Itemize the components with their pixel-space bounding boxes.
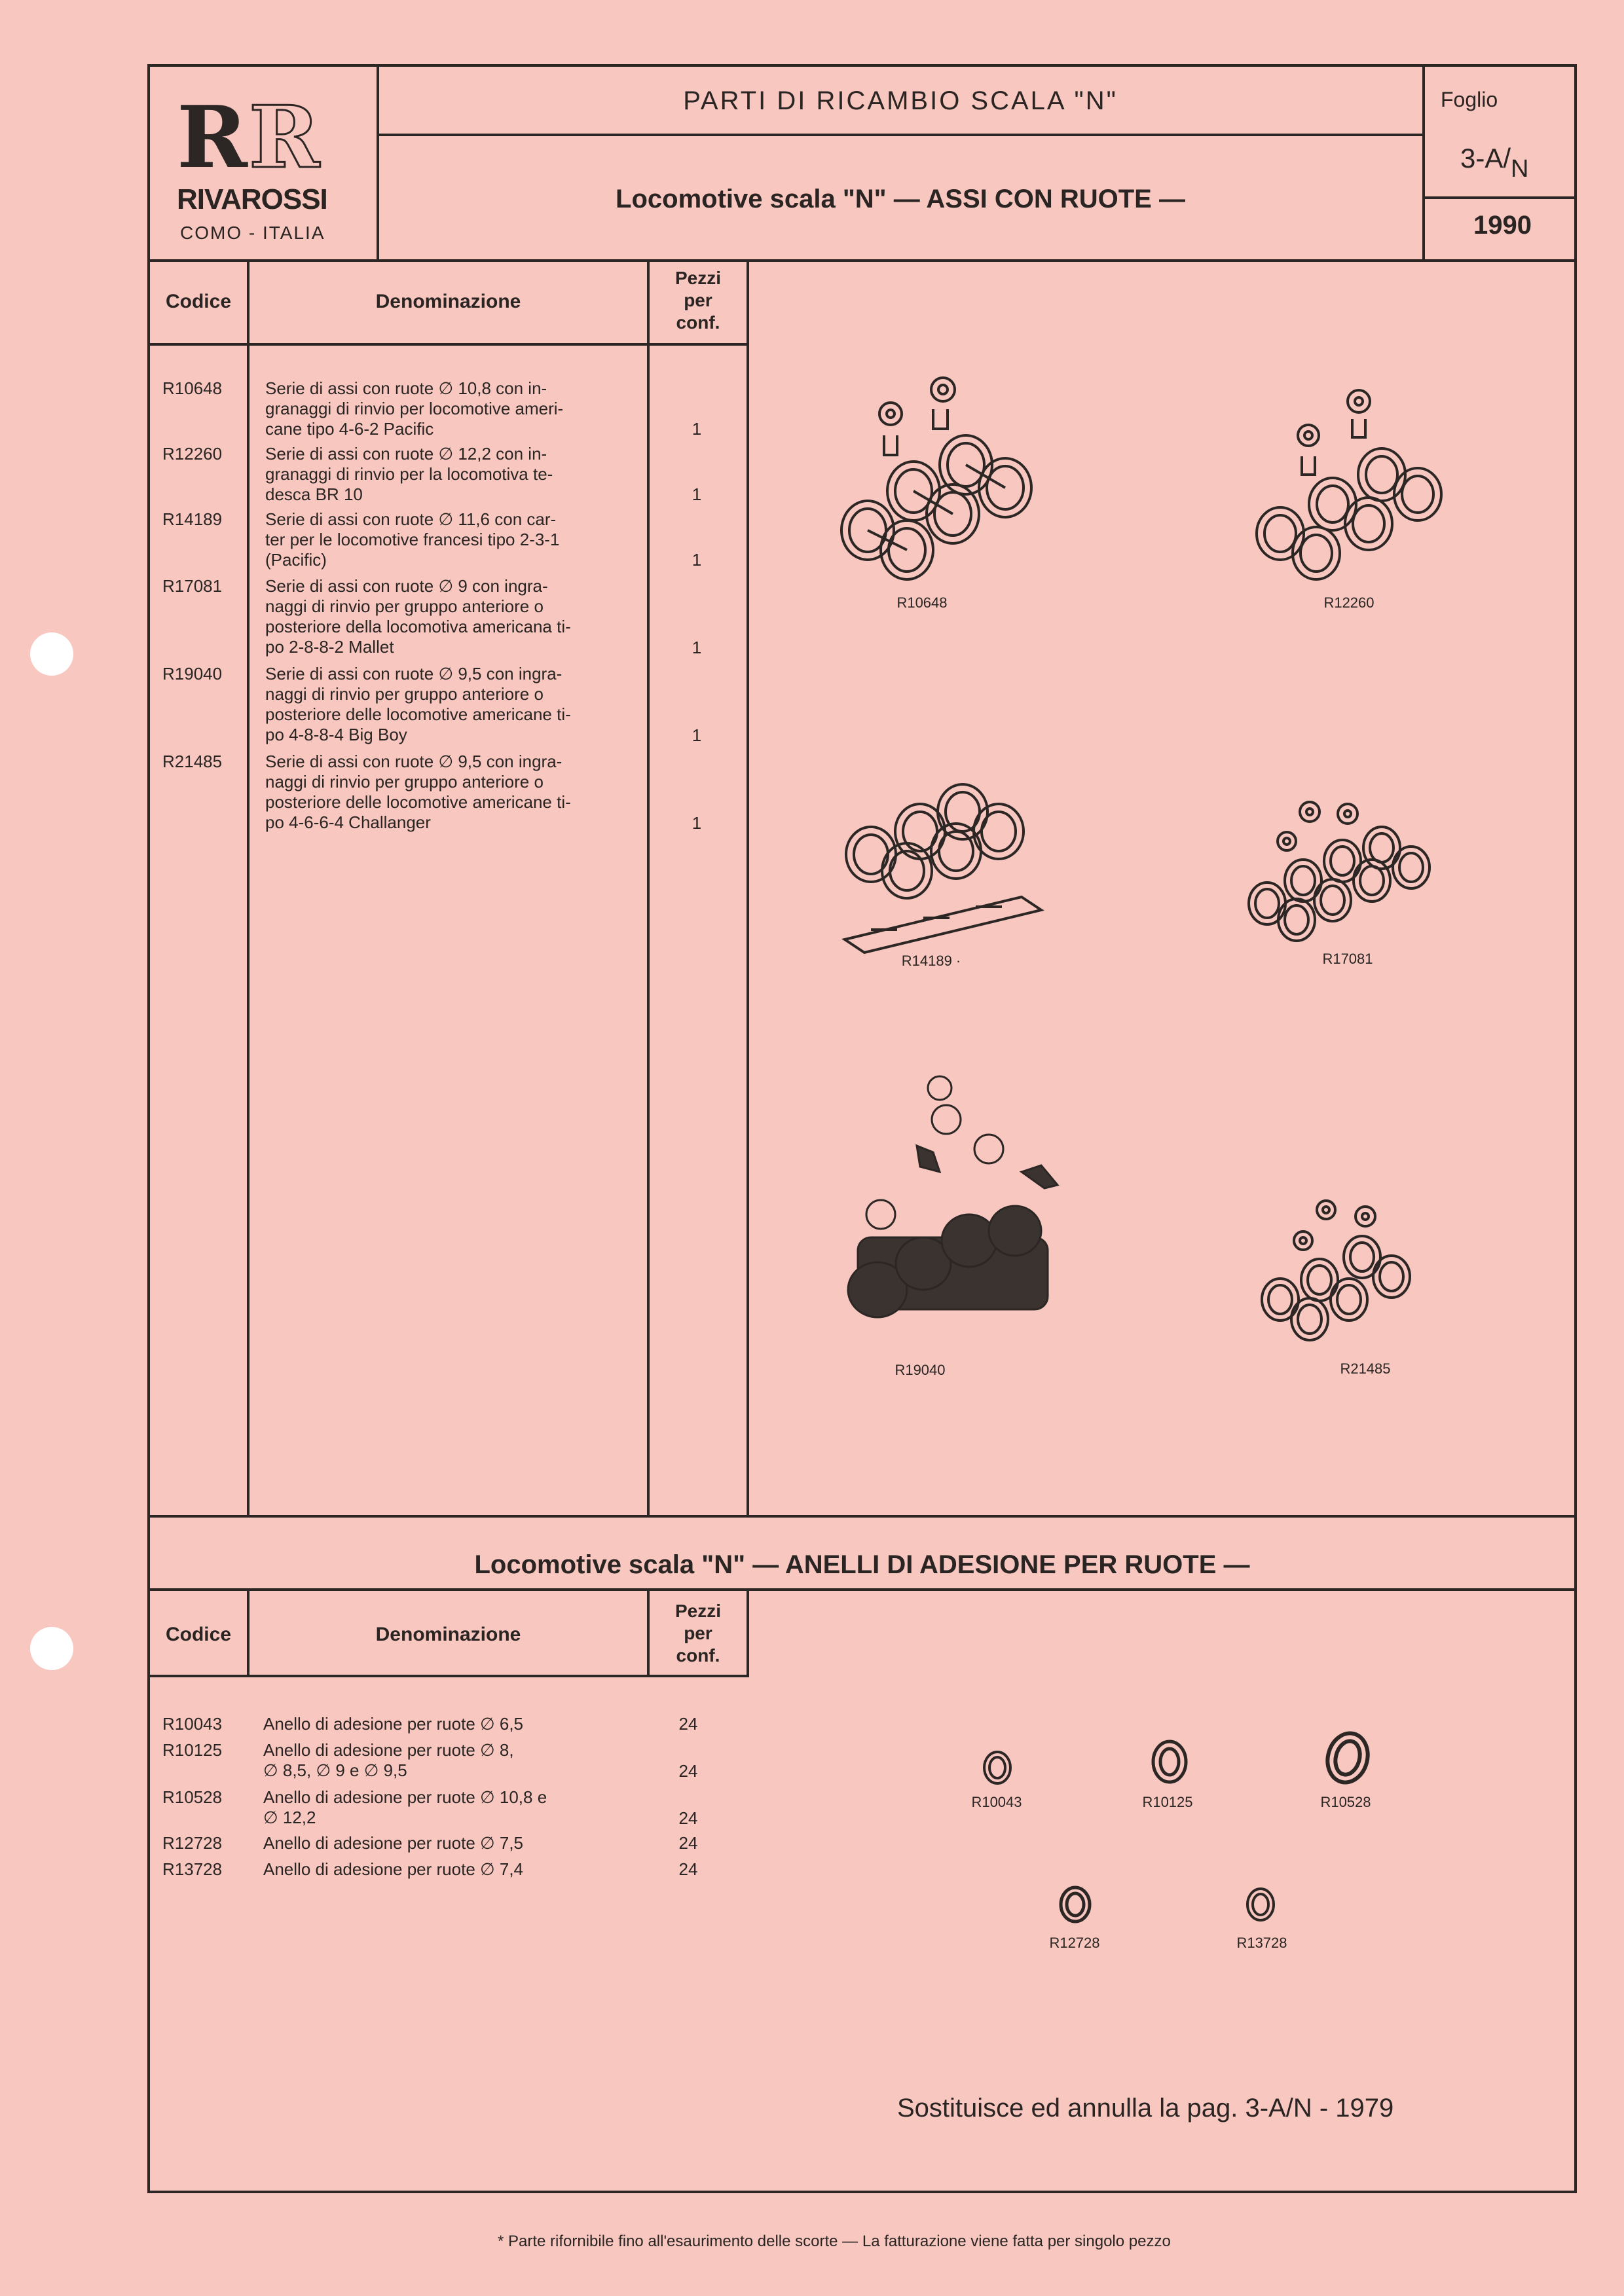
sheet-number bbox=[1460, 143, 1529, 183]
page-title: PARTI DI RICAMBIO SCALA "N" bbox=[683, 86, 1118, 115]
s1-row-desc: Serie di assi con ruote ∅ 9 con ingra- naggi di rinvio per gruppo anteriore o posteriore della locomotiva americana ti- po 2-8-8-2 Mallet bbox=[265, 576, 571, 657]
s2-row-code: R10043 bbox=[162, 1714, 223, 1734]
figure-label: R14189 · bbox=[901, 953, 961, 969]
replaces-note: Sostituisce ed annulla la pag. 3-A/N - 1979 bbox=[897, 2094, 1394, 2123]
s2-row-desc: Anello di adesione per ruote ∅ 6,5 bbox=[263, 1714, 524, 1734]
s1-row-desc: Serie di assi con ruote ∅ 9,5 con ingra- naggi di rinvio per gruppo anteriore o posteriore delle locomotive americane ti- po 4-8-8-4 Big Boy bbox=[265, 664, 571, 744]
s2-row-qty: 24 bbox=[678, 1859, 698, 1879]
wheelset-r12260-drawing bbox=[1244, 383, 1447, 592]
s2-col-qty: Pezzi per conf. bbox=[674, 1601, 722, 1666]
ring-r13728-drawing bbox=[1244, 1886, 1277, 1923]
logo-brand: RIVAROSSI bbox=[177, 183, 327, 215]
figure-label: R13728 bbox=[1236, 1935, 1287, 1951]
ring-r10125-drawing bbox=[1149, 1738, 1190, 1785]
s1-row-qty: 1 bbox=[692, 638, 702, 657]
s2-col-rule-3 bbox=[747, 1588, 749, 1677]
s2-col-desc: Denominazione bbox=[375, 1624, 521, 1645]
s1-row-code: R10648 bbox=[162, 378, 223, 398]
ring-r12728-drawing bbox=[1057, 1884, 1094, 1925]
section1-title: Locomotive scala "N" — ASSI CON RUOTE — bbox=[616, 185, 1185, 213]
s2-row-desc: Anello di adesione per ruote ∅ 7,5 bbox=[263, 1833, 524, 1853]
s2-row-desc: Anello di adesione per ruote ∅ 7,4 bbox=[263, 1859, 524, 1879]
figure-label: R12728 bbox=[1049, 1935, 1100, 1951]
s2-row-qty: 24 bbox=[678, 1833, 698, 1853]
s1-row-code: R21485 bbox=[162, 752, 223, 771]
punch-hole-bottom bbox=[30, 1627, 73, 1670]
ring-r10528-drawing bbox=[1323, 1728, 1373, 1787]
header-bottom-rule bbox=[147, 259, 1577, 262]
s1-row-desc: Serie di assi con ruote ∅ 11,6 con car- ter per le locomotive francesi tipo 2-3-1 (Pacific) bbox=[265, 509, 560, 570]
s2-title-rule bbox=[147, 1588, 1577, 1591]
s2-row-qty: 24 bbox=[678, 1808, 698, 1828]
wheelset-r19040-drawing bbox=[832, 1074, 1080, 1336]
s1-row-qty: 1 bbox=[692, 419, 702, 439]
logo-monogram: R bbox=[177, 87, 248, 187]
s1-col-desc: Denominazione bbox=[375, 291, 521, 312]
s2-head-rule bbox=[147, 1675, 749, 1677]
header-rule-sheet bbox=[1422, 196, 1577, 199]
figure-label: R10528 bbox=[1320, 1794, 1371, 1810]
s1-bottom-rule bbox=[147, 1515, 1577, 1518]
figure-label: R10648 bbox=[896, 594, 948, 611]
s2-col-code: Codice bbox=[165, 1624, 232, 1645]
s1-row-code: R14189 bbox=[162, 509, 223, 529]
s1-col-qty: Pezzi per conf. bbox=[674, 268, 722, 333]
s1-row-qty: 1 bbox=[692, 550, 702, 570]
figure-label: R12260 bbox=[1323, 594, 1375, 611]
s1-col-code: Codice bbox=[165, 291, 232, 312]
sheet-label: Foglio bbox=[1441, 88, 1498, 111]
figure-label: R17081 bbox=[1322, 951, 1373, 967]
punch-hole-top bbox=[30, 632, 73, 676]
s1-col-rule-3 bbox=[747, 259, 749, 1516]
logo-monogram-outline: R bbox=[249, 87, 320, 187]
s1-head-rule bbox=[147, 343, 749, 346]
s1-row-desc: Serie di assi con ruote ∅ 9,5 con ingra- naggi di rinvio per gruppo anteriore o posteriore delle locomotive americane ti- po 4-6-6-4 Challanger bbox=[265, 752, 571, 832]
s1-row-code: R19040 bbox=[162, 664, 223, 683]
sheet-number-suffix: N bbox=[1511, 155, 1529, 183]
s1-col-rule-2 bbox=[647, 259, 650, 1516]
s1-row-desc: Serie di assi con ruote ∅ 10,8 con in- granaggi di rinvio per locomotive ameri- cane tipo 4-6-2 Pacific bbox=[265, 378, 564, 439]
s1-row-desc: Serie di assi con ruote ∅ 12,2 con in- granaggi di rinvio per la locomotiva te- desca BR 10 bbox=[265, 444, 553, 504]
s2-row-code: R12728 bbox=[162, 1833, 223, 1853]
footnote: * Parte rifornibile fino all'esaurimento delle scorte — La fatturazione viene fatta per singolo pezzo bbox=[498, 2232, 1171, 2250]
wheelset-r17081-drawing bbox=[1238, 795, 1447, 953]
section2-title: Locomotive scala "N" — ANELLI DI ADESIONE PER RUOTE — bbox=[474, 1550, 1250, 1579]
s1-row-code: R12260 bbox=[162, 444, 223, 464]
s2-row-qty: 24 bbox=[678, 1761, 698, 1781]
s2-row-code: R10528 bbox=[162, 1787, 223, 1807]
s2-row-qty: 24 bbox=[678, 1714, 698, 1734]
s1-row-code: R17081 bbox=[162, 576, 223, 596]
figure-label: R21485 bbox=[1340, 1360, 1391, 1377]
wheelset-r14189-drawing bbox=[832, 779, 1054, 962]
figure-label: R10043 bbox=[971, 1794, 1022, 1810]
wheelset-r21485-drawing bbox=[1244, 1192, 1441, 1349]
s2-row-desc: Anello di adesione per ruote ∅ 10,8 e ∅ 12,2 bbox=[263, 1787, 547, 1827]
s1-row-qty: 1 bbox=[692, 813, 702, 833]
s2-row-desc: Anello di adesione per ruote ∅ 8, ∅ 8,5, ∅ 9 e ∅ 9,5 bbox=[263, 1740, 514, 1780]
s2-row-code: R13728 bbox=[162, 1859, 223, 1879]
ring-r10043-drawing bbox=[981, 1749, 1014, 1786]
s1-row-qty: 1 bbox=[692, 725, 702, 745]
wheelset-r10648-drawing bbox=[828, 367, 1044, 589]
sheet-year: 1990 bbox=[1473, 211, 1532, 240]
header-rule-title bbox=[377, 134, 1424, 136]
figure-label: R19040 bbox=[895, 1362, 946, 1378]
logo-city: COMO - ITALIA bbox=[180, 223, 325, 243]
sheet-number-main: 3-A/ bbox=[1460, 143, 1511, 173]
s1-col-rule-1 bbox=[247, 259, 249, 1516]
figure-label: R10125 bbox=[1142, 1794, 1193, 1810]
s1-row-qty: 1 bbox=[692, 484, 702, 504]
s2-row-code: R10125 bbox=[162, 1740, 223, 1760]
